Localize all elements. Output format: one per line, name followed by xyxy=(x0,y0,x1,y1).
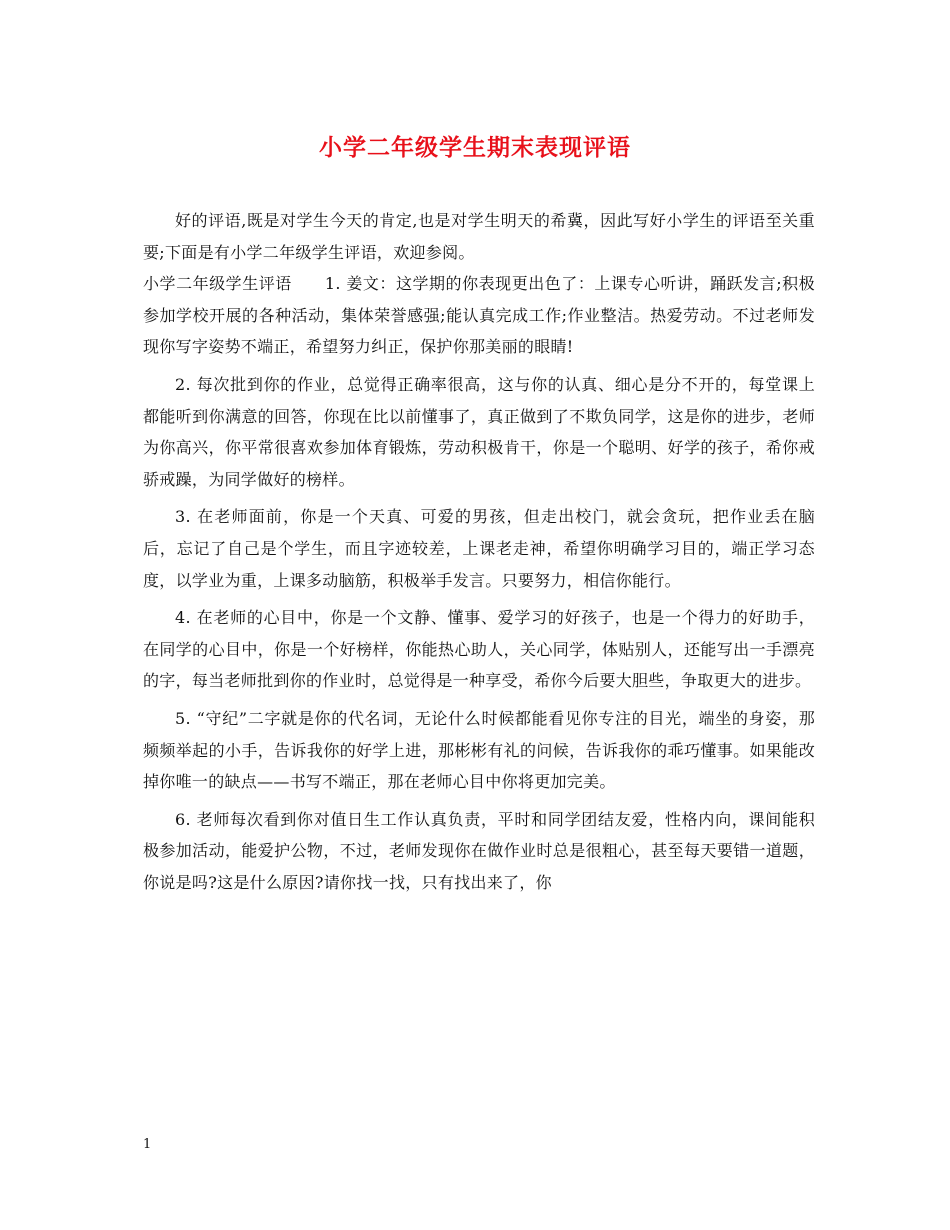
comment-paragraph-4: 4. 在老师的心目中，你是一个文静、懂事、爱学习的好孩子，也是一个得力的好助手，在同学的心目中，你是一个好榜样，你能热心助人，关心同学，体贴别人，还能写出一手漂亮的字，每当老师批到你的作业时，总觉得是一种享受，希你今后要大胆些，争取更大的进步。 xyxy=(143,608,815,691)
comment-paragraph-6: 6. 老师每次看到你对值日生工作认真负责，平时和同学团结友爱，性格内向，课间能积极参加活动，能爱护公物，不过，老师发现你在做作业时总是很粗心，甚至每天要错一道题，你说是吗?这是什么原因?请你找一找，只有找出来了，你 xyxy=(143,809,815,892)
document-body xyxy=(143,205,815,898)
comment-paragraph-2: 2. 每次批到你的作业，总觉得正确率很高，这与你的认真、细心是分不开的，每堂课上都能听到你满意的回答，你现在比以前懂事了，真正做到了不欺负同学，这是你的进步，老师为你高兴，你平常很喜欢参加体育锻炼，劳动积极肯干，你是一个聪明、好学的孩子，希你戒骄戒躁，为同学做好的榜样。 xyxy=(143,374,815,489)
document-title: 小学二年级学生期末表现评语 xyxy=(319,134,631,161)
intro-paragraph: 好的评语,既是对学生今天的肯定,也是对学生明天的希冀，因此写好小学生的评语至关重要;下面是有小学二年级学生评语，欢迎参阅。 xyxy=(143,211,815,262)
comment-paragraph-5: 5. “守纪”二字就是你的代名词，无论什么时候都能看见你专注的目光，端坐的身姿，那频频举起的小手，告诉我你的好学上进，那彬彬有礼的问候，告诉我你的乖巧懂事。如果能改掉你唯一的缺点——书写不端正，那在老师心目中你将更加完美。 xyxy=(143,708,815,792)
comment-paragraph-1: 小学二年级学生评语 1. 姜文：这学期的你表现更出色了：上课专心听讲，踊跃发言;积极参加学校开展的各种活动，集体荣誉感强;能认真完成工作;作业整洁。热爱劳动。不过老师发现你写字姿势不端正，希望努力纠正，保护你那美丽的眼睛! xyxy=(143,274,815,357)
comment-paragraph-3: 3. 在老师面前，你是一个天真、可爱的男孩，但走出校门，就会贪玩，把作业丢在脑后，忘记了自己是个学生，而且字迹较差，上课老走神，希望你明确学习目的，端正学习态度，以学业为重，上课多动脑筋，积极举手发言。只要努力，相信你能行。 xyxy=(143,507,815,590)
page-number: 1 xyxy=(143,1137,152,1152)
